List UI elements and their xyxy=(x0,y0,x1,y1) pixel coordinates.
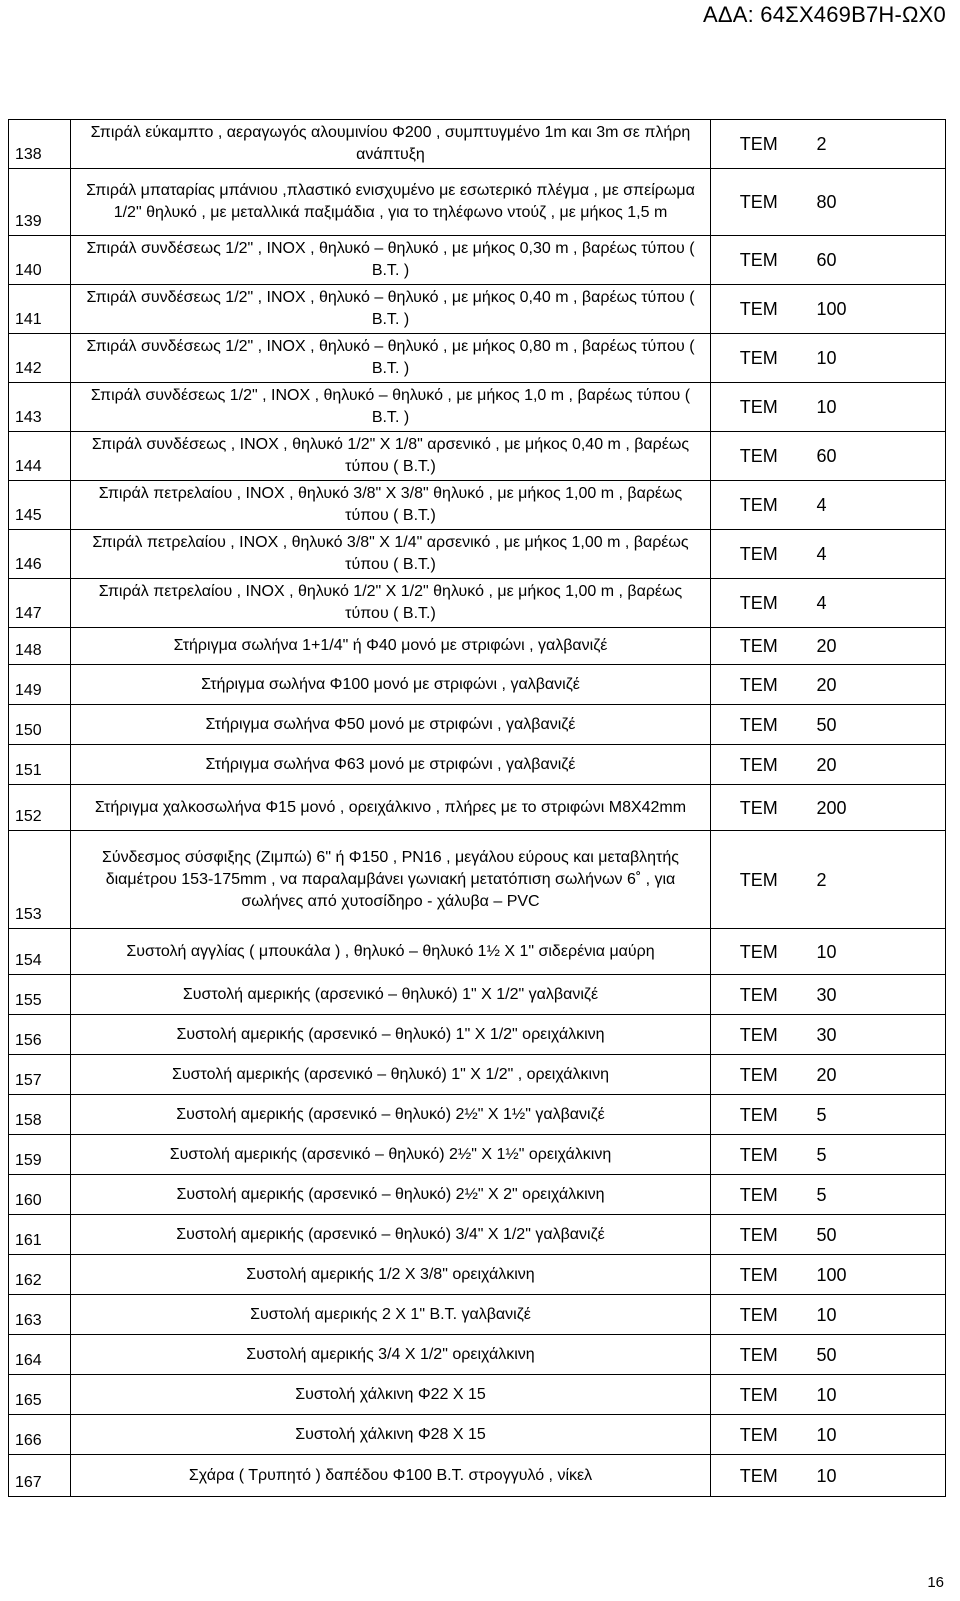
item-quantity: 100 xyxy=(807,1255,946,1295)
item-quantity: 10 xyxy=(807,1295,946,1335)
item-quantity: 20 xyxy=(807,665,946,705)
table-row xyxy=(9,1215,946,1255)
item-number: 138 xyxy=(9,120,71,169)
item-unit: TEM xyxy=(711,705,807,745)
item-unit: TEM xyxy=(711,745,807,785)
item-number: 139 xyxy=(9,169,71,236)
item-description: Συστολή αμερικής (αρσενικό – θηλυκό) 1" Χ 1/2" , ορειχάλκινη xyxy=(71,1055,711,1095)
item-description: Συστολή αμερικής 3/4 Χ 1/2" ορειχάλκινη xyxy=(71,1335,711,1375)
item-unit: TEM xyxy=(711,432,807,481)
item-unit: TEM xyxy=(711,236,807,285)
item-description: Στήριγμα σωλήνα Φ100 μονό με στριφώνι , γαλβανιζέ xyxy=(71,665,711,705)
item-unit: TEM xyxy=(711,929,807,975)
table-row xyxy=(9,628,946,665)
item-unit: TEM xyxy=(711,1455,807,1497)
item-quantity: 4 xyxy=(807,530,946,579)
item-number: 160 xyxy=(9,1175,71,1215)
item-description: Σπιράλ πετρελαίου , ΙΝΟΧ , θηλυκό 1/2" Χ 1/2" θηλυκό , με μήκος 1,00 m , βαρέως τύπου ( Β.Τ.) xyxy=(71,579,711,628)
table-row xyxy=(9,579,946,628)
item-quantity: 20 xyxy=(807,628,946,665)
item-number: 162 xyxy=(9,1255,71,1295)
table-row xyxy=(9,334,946,383)
items-table-body xyxy=(9,120,946,1497)
item-description: Σύνδεσμος σύσφιξης (Ζιμπώ) 6" ή Φ150 , ΡΝ16 , μεγάλου εύρους και μεταβλητής διαμέτρου 153-175mm , να παραλαμβάνει γωνιακή μετατόπιση σωλήνων 6˚ , για σωλήνες από χυτοσίδηρο - χάλυβα – PVC xyxy=(71,831,711,929)
table-row xyxy=(9,1295,946,1335)
item-quantity: 2 xyxy=(807,831,946,929)
item-quantity: 60 xyxy=(807,432,946,481)
item-number: 151 xyxy=(9,745,71,785)
item-number: 161 xyxy=(9,1215,71,1255)
item-quantity: 10 xyxy=(807,1455,946,1497)
item-description: Σπιράλ συνδέσεως 1/2" , ΙΝΟΧ , θηλυκό – θηλυκό , με μήκος 0,80 m , βαρέως τύπου ( Β.Τ. ) xyxy=(71,334,711,383)
item-number: 154 xyxy=(9,929,71,975)
item-number: 159 xyxy=(9,1135,71,1175)
item-description: Στήριγμα σωλήνα Φ63 μονό με στριφώνι , γαλβανιζέ xyxy=(71,745,711,785)
table-row xyxy=(9,1335,946,1375)
table-row xyxy=(9,285,946,334)
item-description: Συστολή αμερικής (αρσενικό – θηλυκό) 2½" Χ 2" ορειχάλκινη xyxy=(71,1175,711,1215)
table-row xyxy=(9,1095,946,1135)
item-number: 167 xyxy=(9,1455,71,1497)
item-unit: TEM xyxy=(711,1255,807,1295)
item-quantity: 4 xyxy=(807,579,946,628)
item-quantity: 5 xyxy=(807,1175,946,1215)
item-description: Σχάρα ( Τρυπητό ) δαπέδου Φ100 Β.Τ. στρογγυλό , νίκελ xyxy=(71,1455,711,1497)
item-quantity: 10 xyxy=(807,334,946,383)
table-row xyxy=(9,1455,946,1497)
table-row xyxy=(9,745,946,785)
item-description: Συστολή αμερικής (αρσενικό – θηλυκό) 2½" Χ 1½" γαλβανιζέ xyxy=(71,1095,711,1135)
item-number: 165 xyxy=(9,1375,71,1415)
item-unit: TEM xyxy=(711,1335,807,1375)
table-row xyxy=(9,1415,946,1455)
item-description: Συστολή αμερικής 2 Χ 1" Β.Τ. γαλβανιζέ xyxy=(71,1295,711,1335)
item-number: 144 xyxy=(9,432,71,481)
item-description: Στήριγμα σωλήνα 1+1/4" ή Φ40 μονό με στριφώνι , γαλβανιζέ xyxy=(71,628,711,665)
table-row xyxy=(9,1135,946,1175)
item-unit: TEM xyxy=(711,334,807,383)
item-number: 146 xyxy=(9,530,71,579)
item-description: Σπιράλ πετρελαίου , ΙΝΟΧ , θηλυκό 3/8" Χ 3/8" θηλυκό , με μήκος 1,00 m , βαρέως τύπου ( Β.Τ.) xyxy=(71,481,711,530)
table-row xyxy=(9,975,946,1015)
table-row xyxy=(9,120,946,169)
table-row xyxy=(9,705,946,745)
item-description: Συστολή αγγλίας ( μπουκάλα ) , θηλυκό – θηλυκό 1½ Χ 1" σιδερένια μαύρη xyxy=(71,929,711,975)
item-number: 149 xyxy=(9,665,71,705)
item-unit: TEM xyxy=(711,1295,807,1335)
item-unit: TEM xyxy=(711,120,807,169)
item-unit: TEM xyxy=(711,628,807,665)
item-quantity: 10 xyxy=(807,929,946,975)
item-quantity: 4 xyxy=(807,481,946,530)
item-description: Συστολή αμερικής (αρσενικό – θηλυκό) 2½" Χ 1½" ορειχάλκινη xyxy=(71,1135,711,1175)
item-description: Σπιράλ συνδέσεως , ΙΝΟΧ , θηλυκό 1/2" Χ 1/8" αρσενικό , με μήκος 0,40 m , βαρέως τύπου ( Β.Τ.) xyxy=(71,432,711,481)
item-quantity: 10 xyxy=(807,1375,946,1415)
item-unit: TEM xyxy=(711,1375,807,1415)
item-quantity: 60 xyxy=(807,236,946,285)
item-number: 143 xyxy=(9,383,71,432)
table-row xyxy=(9,530,946,579)
table-row xyxy=(9,1255,946,1295)
item-description: Σπιράλ συνδέσεως 1/2" , ΙΝΟΧ , θηλυκό – θηλυκό , με μήκος 0,40 m , βαρέως τύπου ( Β.Τ. ) xyxy=(71,285,711,334)
item-quantity: 50 xyxy=(807,705,946,745)
item-unit: TEM xyxy=(711,831,807,929)
table-row xyxy=(9,1015,946,1055)
item-unit: TEM xyxy=(711,579,807,628)
item-number: 140 xyxy=(9,236,71,285)
item-unit: TEM xyxy=(711,1015,807,1055)
page-number: 16 xyxy=(927,1574,944,1591)
item-quantity: 5 xyxy=(807,1135,946,1175)
item-unit: TEM xyxy=(711,785,807,831)
item-description: Συστολή χάλκινη Φ28 Χ 15 xyxy=(71,1415,711,1455)
table-row xyxy=(9,1375,946,1415)
item-quantity: 200 xyxy=(807,785,946,831)
item-quantity: 10 xyxy=(807,383,946,432)
item-unit: TEM xyxy=(711,1135,807,1175)
item-unit: TEM xyxy=(711,285,807,334)
item-description: Συστολή αμερικής (αρσενικό – θηλυκό) 3/4" Χ 1/2" γαλβανιζέ xyxy=(71,1215,711,1255)
item-description: Σπιράλ εύκαμπτο , αεραγωγός αλουμινίου Φ200 , συμπτυγμένο 1m και 3m σε πλήρη ανάπτυξη xyxy=(71,120,711,169)
item-unit: TEM xyxy=(711,169,807,236)
item-description: Σπιράλ πετρελαίου , ΙΝΟΧ , θηλυκό 3/8" Χ 1/4" αρσενικό , με μήκος 1,00 m , βαρέως τύπου ( Β.Τ.) xyxy=(71,530,711,579)
table-row xyxy=(9,929,946,975)
item-quantity: 2 xyxy=(807,120,946,169)
items-table-container xyxy=(8,119,945,1497)
item-description: Σπιράλ συνδέσεως 1/2" , ΙΝΟΧ , θηλυκό – θηλυκό , με μήκος 1,0 m , βαρέως τύπου ( Β.Τ. ) xyxy=(71,383,711,432)
table-row xyxy=(9,831,946,929)
item-quantity: 20 xyxy=(807,745,946,785)
item-quantity: 30 xyxy=(807,975,946,1015)
table-row xyxy=(9,383,946,432)
item-number: 148 xyxy=(9,628,71,665)
item-unit: TEM xyxy=(711,1415,807,1455)
table-row xyxy=(9,481,946,530)
item-description: Συστολή χάλκινη Φ22 Χ 15 xyxy=(71,1375,711,1415)
item-description: Σπιράλ μπαταρίας μπάνιου ,πλαστικό ενισχυμένο με εσωτερικό πλέγμα , με σπείρωμα 1/2" θηλυκό , με μεταλλικά παξιμάδια , για το τηλέφωνο ντούζ , με μήκος 1,5 m xyxy=(71,169,711,236)
item-quantity: 10 xyxy=(807,1415,946,1455)
item-unit: TEM xyxy=(711,383,807,432)
item-unit: TEM xyxy=(711,481,807,530)
item-number: 156 xyxy=(9,1015,71,1055)
item-number: 153 xyxy=(9,831,71,929)
item-number: 142 xyxy=(9,334,71,383)
table-row xyxy=(9,432,946,481)
ada-code: ΑΔΑ: 64ΣΧ469Β7Η-ΩΧ0 xyxy=(703,2,946,27)
item-unit: TEM xyxy=(711,975,807,1015)
item-description: Συστολή αμερικής (αρσενικό – θηλυκό) 1" Χ 1/2" γαλβανιζέ xyxy=(71,975,711,1015)
table-row xyxy=(9,169,946,236)
item-number: 157 xyxy=(9,1055,71,1095)
item-number: 164 xyxy=(9,1335,71,1375)
item-quantity: 80 xyxy=(807,169,946,236)
item-quantity: 100 xyxy=(807,285,946,334)
item-number: 155 xyxy=(9,975,71,1015)
items-table xyxy=(8,119,946,1497)
item-description: Σπιράλ συνδέσεως 1/2" , ΙΝΟΧ , θηλυκό – θηλυκό , με μήκος 0,30 m , βαρέως τύπου ( Β.Τ. ) xyxy=(71,236,711,285)
item-unit: TEM xyxy=(711,665,807,705)
table-row xyxy=(9,665,946,705)
item-quantity: 50 xyxy=(807,1335,946,1375)
item-quantity: 30 xyxy=(807,1015,946,1055)
item-number: 163 xyxy=(9,1295,71,1335)
item-number: 141 xyxy=(9,285,71,334)
item-unit: TEM xyxy=(711,1175,807,1215)
item-number: 158 xyxy=(9,1095,71,1135)
item-unit: TEM xyxy=(711,530,807,579)
item-quantity: 5 xyxy=(807,1095,946,1135)
item-unit: TEM xyxy=(711,1215,807,1255)
item-description: Στήριγμα σωλήνα Φ50 μονό με στριφώνι , γαλβανιζέ xyxy=(71,705,711,745)
table-row xyxy=(9,1175,946,1215)
table-row xyxy=(9,785,946,831)
item-number: 166 xyxy=(9,1415,71,1455)
item-description: Συστολή αμερικής 1/2 Χ 3/8" ορειχάλκινη xyxy=(71,1255,711,1295)
item-number: 145 xyxy=(9,481,71,530)
item-description: Συστολή αμερικής (αρσενικό – θηλυκό) 1" Χ 1/2" ορειχάλκινη xyxy=(71,1015,711,1055)
item-number: 152 xyxy=(9,785,71,831)
item-unit: TEM xyxy=(711,1055,807,1095)
item-description: Στήριγμα χαλκοσωλήνα Φ15 μονό , ορειχάλκινο , πλήρες με το στριφώνι Μ8Χ42mm xyxy=(71,785,711,831)
item-unit: TEM xyxy=(711,1095,807,1135)
item-quantity: 20 xyxy=(807,1055,946,1095)
item-number: 147 xyxy=(9,579,71,628)
table-row xyxy=(9,236,946,285)
item-quantity: 50 xyxy=(807,1215,946,1255)
table-row xyxy=(9,1055,946,1095)
item-number: 150 xyxy=(9,705,71,745)
